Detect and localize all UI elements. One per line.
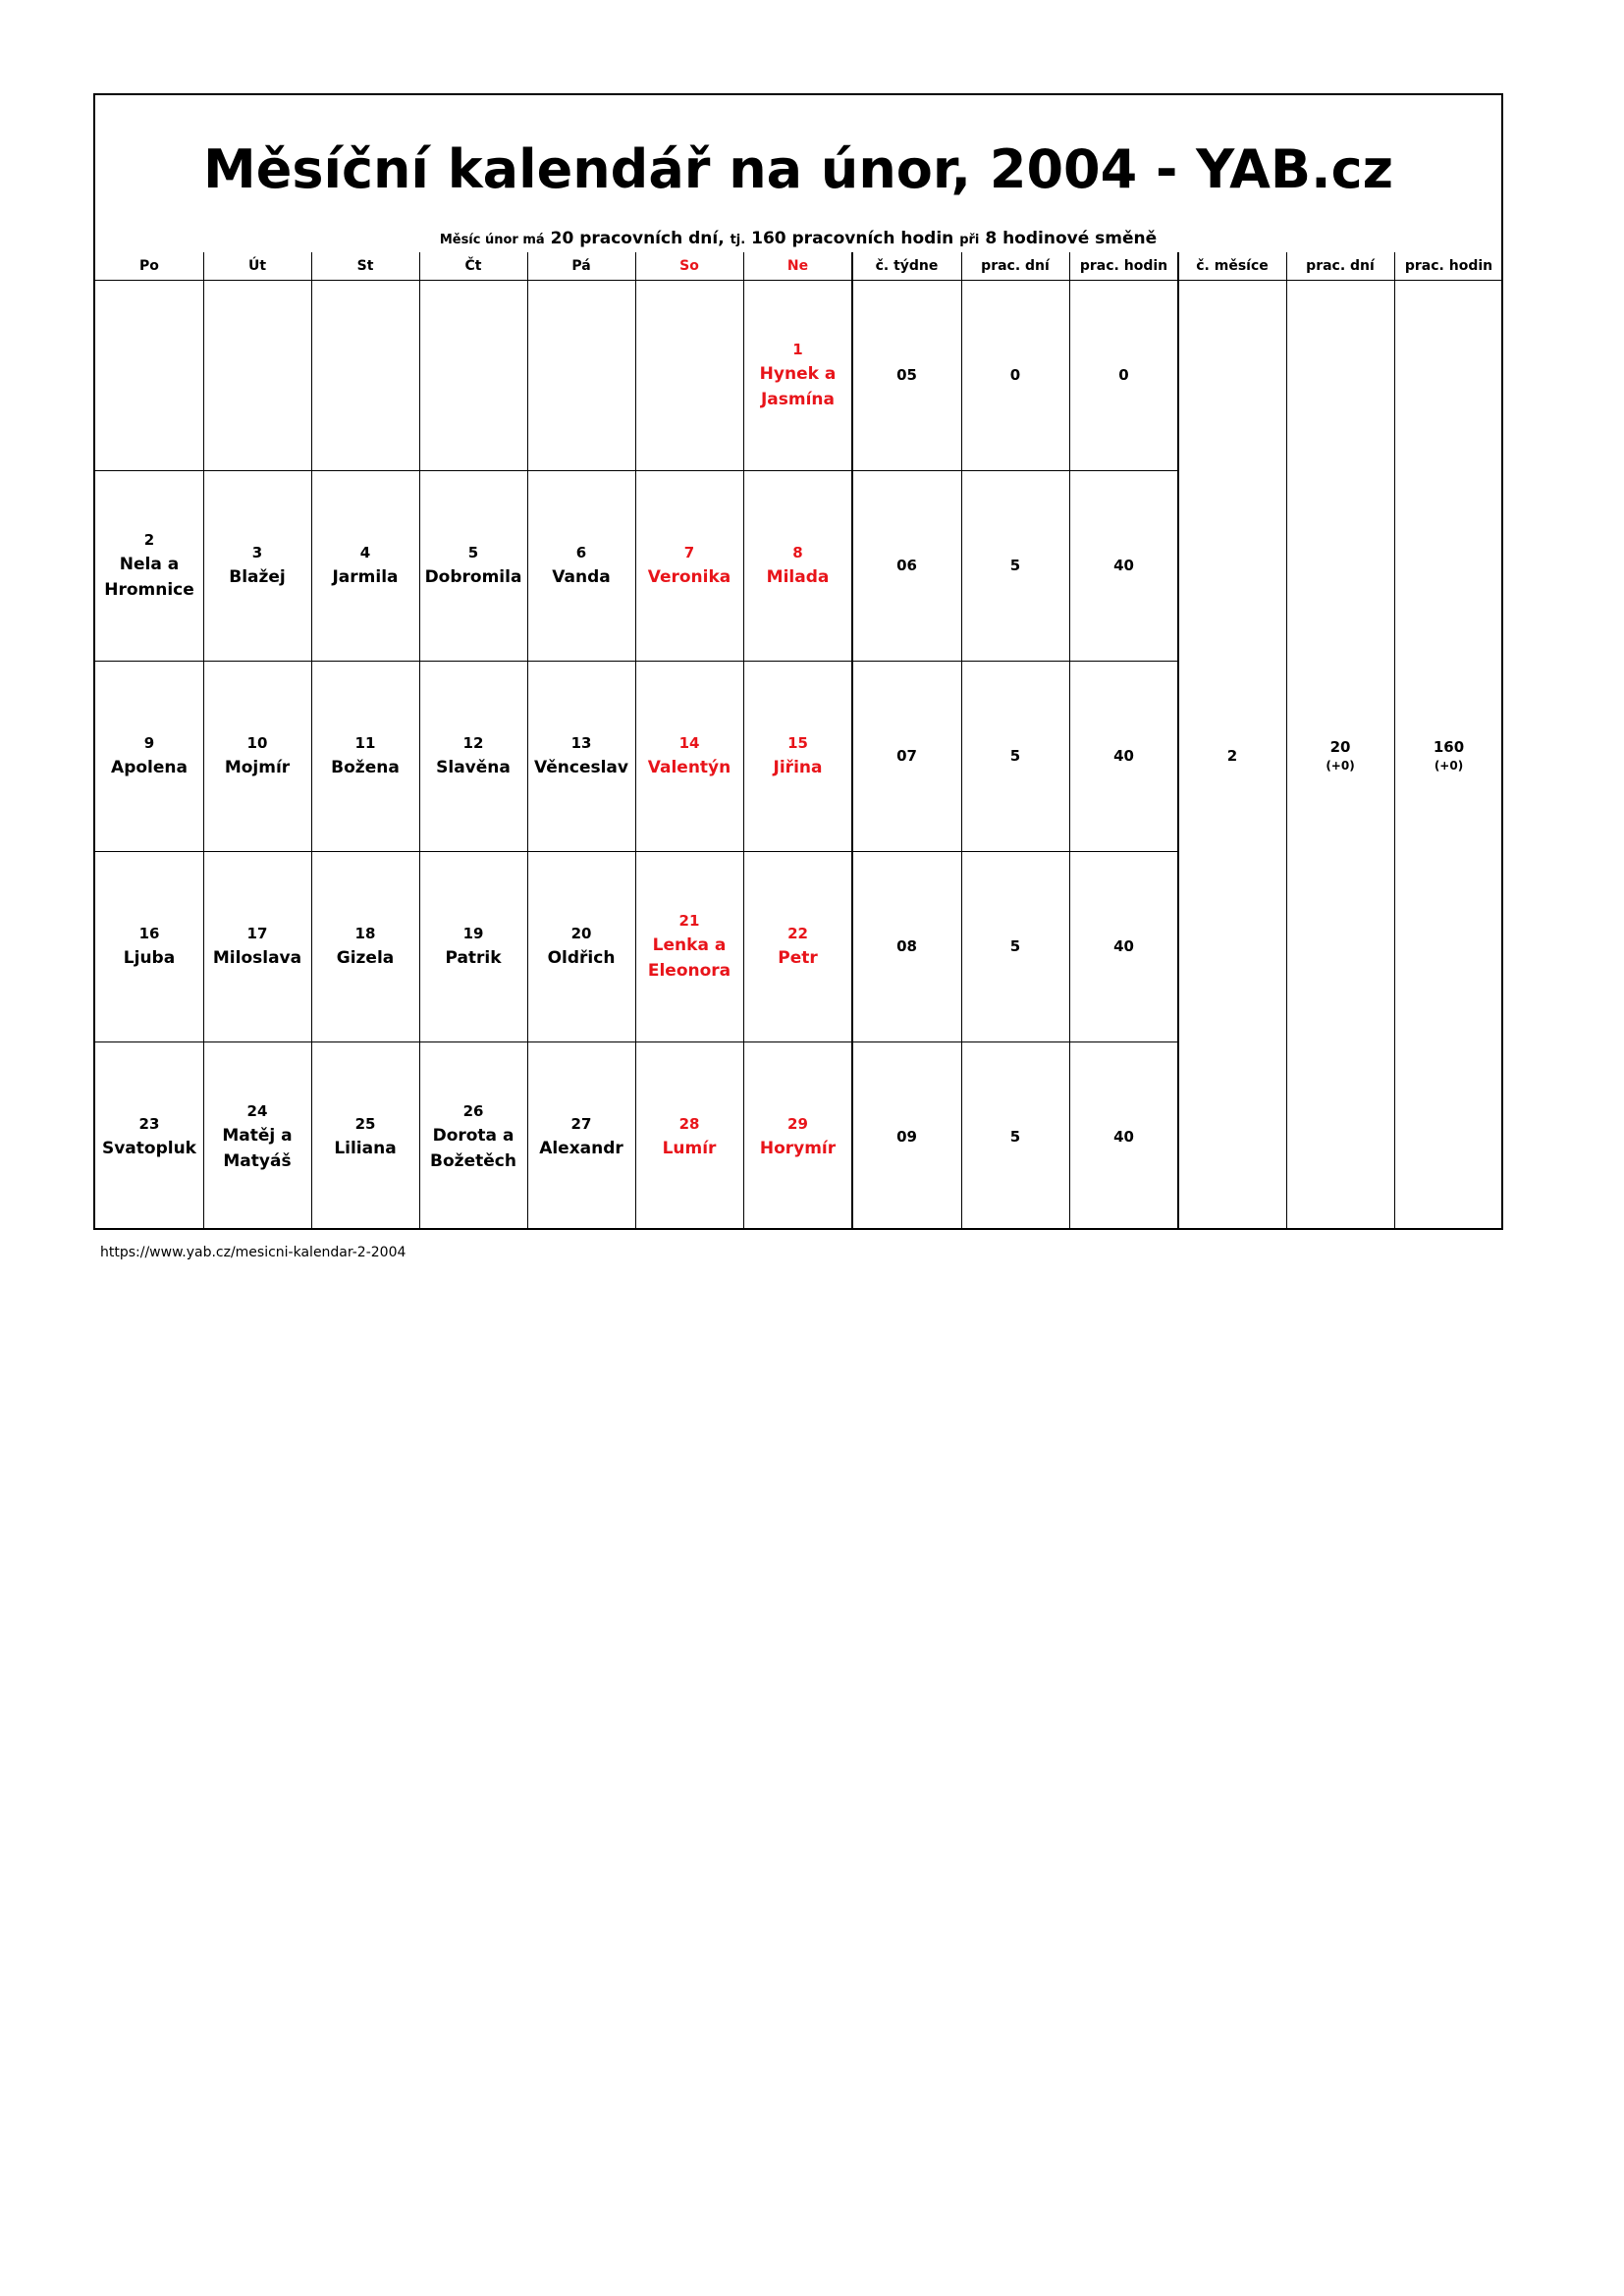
header-week-work-days: prac. dní — [981, 258, 1050, 274]
month-number-value: 2 — [1226, 747, 1238, 765]
name-day-label: Petr — [778, 948, 818, 968]
day-number: 25 — [354, 1115, 376, 1133]
day-cell-sat — [635, 661, 743, 851]
day-cell-mon — [95, 851, 203, 1041]
name-day-label: Božena — [331, 758, 400, 777]
day-cell-mon — [95, 661, 203, 851]
day-cell-sun — [743, 1041, 852, 1232]
header-month-work-days: prac. dní — [1306, 258, 1375, 274]
summary-part-3: tj. — [730, 233, 746, 247]
name-day-label: Jiřina — [773, 758, 823, 777]
day-number: 16 — [138, 925, 160, 942]
name-day-label: Dobromila — [424, 567, 522, 587]
header-week-number: č. týdne — [875, 258, 939, 274]
calendar-frame — [93, 93, 1503, 1230]
day-number: 7 — [683, 544, 695, 561]
calendar-grid — [95, 252, 1501, 1230]
day-cell-sat — [635, 1041, 743, 1232]
day-cell-wed — [311, 470, 419, 661]
day-number: 9 — [143, 734, 155, 752]
day-entry — [552, 541, 610, 590]
name-day-label: Hromnice — [104, 580, 194, 600]
header-po: Po — [139, 258, 159, 274]
day-number: 15 — [787, 734, 808, 752]
day-number: 12 — [462, 734, 484, 752]
day-number: 10 — [246, 734, 268, 752]
day-cell-sun — [743, 851, 852, 1041]
week-work-days: 5 — [1009, 1128, 1021, 1146]
day-cell-thu — [419, 470, 527, 661]
day-entry — [436, 731, 511, 780]
day-entry — [229, 541, 286, 590]
day-number: 28 — [678, 1115, 700, 1133]
header-st: St — [356, 258, 374, 274]
day-number: 1 — [792, 341, 803, 358]
day-number: 8 — [792, 544, 803, 561]
day-entry — [102, 1112, 196, 1161]
name-day-label: Slavěna — [436, 758, 511, 777]
day-number: 5 — [467, 544, 479, 561]
name-day-label: Valentýn — [647, 758, 731, 777]
name-day-label: Vanda — [552, 567, 611, 587]
day-cell-sat — [635, 470, 743, 661]
month-work-hours-diff: (+0) — [1434, 759, 1464, 773]
day-number: 26 — [462, 1102, 484, 1120]
name-day-label: Ljuba — [123, 948, 176, 968]
day-cell-fri — [527, 470, 635, 661]
day-entry — [548, 922, 616, 971]
month-work-days-value: 20 — [1329, 738, 1351, 756]
week-number: 06 — [896, 557, 917, 574]
day-entry — [104, 528, 194, 603]
day-entry — [648, 731, 731, 780]
day-cell-thu — [419, 1041, 527, 1232]
day-cell-wed — [311, 661, 419, 851]
day-entry — [425, 541, 522, 590]
day-cell-fri — [527, 851, 635, 1041]
day-cell-wed — [311, 1041, 419, 1232]
day-cell-sun — [743, 661, 852, 851]
name-day-label: Lumír — [662, 1139, 717, 1158]
day-cell-sun — [743, 470, 852, 661]
name-day-label: Veronika — [647, 567, 731, 587]
header-ut: Út — [247, 258, 267, 274]
name-day-label: Dorota a — [432, 1126, 514, 1146]
name-day-label: Mojmír — [224, 758, 291, 777]
day-entry — [648, 909, 731, 984]
day-cell-sat — [635, 851, 743, 1041]
header-ct: Čt — [464, 258, 482, 274]
day-entry — [334, 1112, 396, 1161]
name-day-label: Nela a — [119, 555, 180, 574]
month-work-hours-values — [1434, 737, 1464, 774]
month-summary — [95, 228, 1501, 251]
name-day-label: Horymír — [759, 1139, 837, 1158]
month-number — [1178, 280, 1286, 1232]
day-entry — [111, 731, 188, 780]
day-cell-wed — [311, 851, 419, 1041]
day-cell-sat — [635, 280, 743, 470]
day-number: 27 — [570, 1115, 592, 1133]
header-month-work-hours: prac. hodin — [1404, 258, 1493, 274]
week-work-days: 5 — [1009, 747, 1021, 765]
day-cell-fri — [527, 661, 635, 851]
week-work-hours: 40 — [1113, 557, 1134, 574]
summary-part-6: 8 hodinové směně — [985, 229, 1158, 248]
day-number: 13 — [570, 734, 592, 752]
day-entry — [534, 731, 628, 780]
month-work-hours-value: 160 — [1433, 738, 1465, 756]
summary-part-1: Měsíc únor má — [439, 233, 545, 247]
day-entry — [648, 541, 731, 590]
day-entry — [445, 922, 501, 971]
header-week-work-hours: prac. hodin — [1079, 258, 1168, 274]
page-title: Měsíční kalendář na únor, 2004 - YAB.cz — [202, 138, 1394, 200]
header-month-number: č. měsíce — [1196, 258, 1269, 274]
week-work-days: 5 — [1009, 557, 1021, 574]
day-cell-tue — [203, 280, 311, 470]
day-cell-wed — [311, 280, 419, 470]
week-work-days: 0 — [1009, 366, 1021, 384]
day-entry — [760, 1112, 836, 1161]
day-number: 21 — [678, 912, 700, 930]
month-number-values — [1227, 746, 1237, 766]
day-number: 23 — [138, 1115, 160, 1133]
day-number: 6 — [575, 544, 587, 561]
week-work-hours: 40 — [1113, 937, 1134, 955]
week-work-hours: 40 — [1113, 747, 1134, 765]
name-day-label: Eleonora — [647, 961, 731, 981]
week-number: 05 — [896, 366, 917, 384]
name-day-label: Věnceslav — [534, 758, 628, 777]
header-ne: Ne — [786, 258, 809, 274]
day-number: 11 — [354, 734, 376, 752]
day-cell-fri — [527, 1041, 635, 1232]
day-entry — [767, 541, 830, 590]
day-cell-tue — [203, 470, 311, 661]
day-number: 17 — [246, 925, 268, 942]
name-day-label: Miloslava — [212, 948, 302, 968]
day-cell-mon — [95, 280, 203, 470]
name-day-label: Blažej — [229, 567, 286, 587]
day-cell-thu — [419, 280, 527, 470]
day-number: 2 — [143, 531, 155, 549]
day-cell-mon — [95, 470, 203, 661]
day-cell-mon — [95, 1041, 203, 1232]
day-number: 24 — [246, 1102, 268, 1120]
week-work-days: 5 — [1009, 937, 1021, 955]
name-day-label: Lenka a — [652, 935, 727, 955]
day-entry — [778, 922, 818, 971]
name-day-label: Alexandr — [539, 1139, 623, 1158]
day-number: 4 — [359, 544, 371, 561]
name-day-label: Božetěch — [430, 1151, 516, 1171]
day-number: 3 — [251, 544, 263, 561]
summary-part-4: 160 pracovních hodin — [751, 229, 954, 248]
day-entry — [225, 731, 290, 780]
name-day-label: Oldřich — [547, 948, 616, 968]
day-entry — [663, 1112, 717, 1161]
summary-part-2: 20 pracovních dní, — [550, 229, 725, 248]
week-number: 08 — [896, 937, 917, 955]
day-number: 18 — [354, 925, 376, 942]
day-cell-tue — [203, 1041, 311, 1232]
day-cell-fri — [527, 280, 635, 470]
day-cell-sun — [743, 280, 852, 470]
month-work-hours — [1394, 280, 1503, 1232]
header-so: So — [679, 258, 699, 274]
week-work-hours: 40 — [1113, 1128, 1134, 1146]
name-day-label: Svatopluk — [101, 1139, 196, 1158]
name-day-label: Apolena — [111, 758, 188, 777]
week-work-hours: 0 — [1118, 366, 1129, 384]
name-day-label: Liliana — [334, 1139, 397, 1158]
source-url: https://www.yab.cz/mesicni-kalendar-2-2004 — [100, 1245, 406, 1260]
name-day-label: Jarmila — [332, 567, 399, 587]
day-entry — [332, 541, 398, 590]
header-pa: Pá — [571, 258, 591, 274]
name-day-label: Jasmína — [760, 390, 835, 409]
day-entry — [124, 922, 175, 971]
name-day-label: Patrik — [445, 948, 502, 968]
day-number: 29 — [787, 1115, 808, 1133]
name-day-label: Matěj a — [222, 1126, 293, 1146]
day-entry — [222, 1099, 292, 1174]
day-number: 19 — [462, 925, 484, 942]
name-day-label: Hynek a — [759, 364, 837, 384]
day-number: 20 — [570, 925, 592, 942]
day-cell-tue — [203, 661, 311, 851]
day-entry — [760, 338, 837, 412]
day-number: 22 — [787, 925, 808, 942]
day-number: 14 — [678, 734, 700, 752]
name-day-label: Gizela — [336, 948, 395, 968]
week-number: 09 — [896, 1128, 917, 1146]
day-cell-thu — [419, 851, 527, 1041]
day-entry — [331, 731, 400, 780]
month-work-days — [1286, 280, 1394, 1232]
week-number: 07 — [896, 747, 917, 765]
name-day-label: Matyáš — [223, 1151, 292, 1171]
day-cell-thu — [419, 661, 527, 851]
day-entry — [213, 922, 301, 971]
day-entry — [337, 922, 395, 971]
month-work-days-diff: (+0) — [1326, 759, 1355, 773]
day-entry — [430, 1099, 516, 1174]
day-cell-tue — [203, 851, 311, 1041]
name-day-label: Milada — [766, 567, 830, 587]
day-entry — [774, 731, 823, 780]
day-entry — [539, 1112, 623, 1161]
summary-part-5: při — [959, 233, 980, 247]
month-work-days-values — [1326, 737, 1354, 774]
